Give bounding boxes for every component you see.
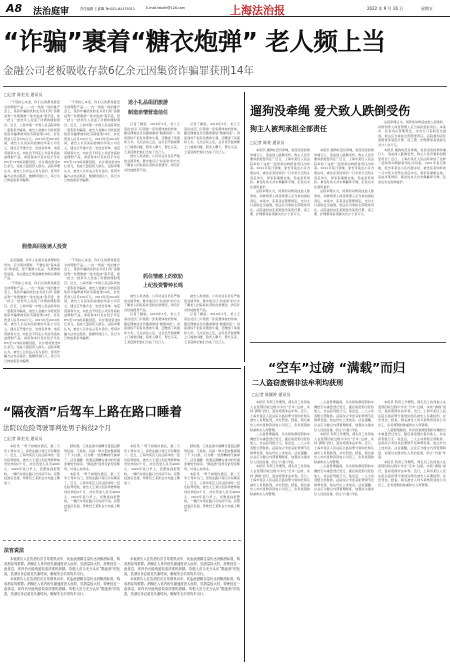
lead-body-text-col2: “不用担心本金，你们买的都是最安全的理财产品……”在一场接一场的推介会上，集资诈骗团伙的业务员们用“高额返利”“免费旅游”“送米送油”等手段，把一批又一批老年人拉进了所谓的理财项目。近日，上海市第一中级人民法院审结一起集资诈骗案，被告人金融公司老板因集资诈骗罪被判处有期徒刑14年，并处罚金人民币100万元。2015年至2019年间，被告人以其实际控制的多家公司名义，通过召开推介会、发放宣传单、电话营销等方式，向社会不特定公众宣传高收益理财产品，承诺保本付息并给予年化8%至12%的高额回报，共计吸收资金6亿余元，造成大量投资人损失。法院审理认为，被告人以非法占有为目的，使用诈骗方法非法集资，数额特别巨大，其行为已构成集资诈骗罪。: [64, 100, 120, 183]
dog-body-text-b: 本报讯 遛狗时没有牵绳，致使受惊的狗冲撞行人，造成他人跌倒受伤，狗主人是否要承担赔偿责任？近日，上海市某区人民法院审结了这样一起饲养动物损害责任纠纷案。2021年某日傍晚，原告李某在小区内散步时，被告张某饲养的一只中型犬突然从身后冲出，将李某撞倒在地，造成李某骨折。事发时该犬并未佩戴牵引绳，张某也未在现场看护。: [314, 148, 374, 189]
mid-body-text-b: 记者了解到，2018年3月，老人王某在社区门口领到一张免费体检的传单，随后便被业务员邀请参加“健康讲座”。讲座现场不但有免费的午餐，还赠送了鸡蛋和大米。几次活动之后，业务员开始频繁上门嘘寒问暖，陪老人聊天、帮忙买菜，王某逐渐把他们当成了自己人。: [184, 122, 240, 154]
dog-body-text: 本报讯 遛狗时没有牵绳，致使受惊的狗冲撞行人，造成他人跌倒受伤，狗主人是否要承担赔偿责任？近日，上海市某区人民法院审结了这样一起饲养动物损害责任纠纷案。2021年某日傍晚，原告李某在小区内散步时，被告张某饲养的一只中型犬突然从身后冲出，将李某撞倒在地，造成李某骨折。事发时该犬并未佩戴牵引绳，张某也未在现场看护。: [250, 148, 310, 189]
mid-body2-text-b: 被告人供述称，公司对业务员有严格的业绩考核，要求他们以“拉家常”的方式了解老人的家庭状况和存款情况，再有针对性地推荐产品。: [124, 294, 180, 312]
scale-body-col3: [378, 400, 446, 662]
mid-body: [124, 122, 180, 272]
drunk-body-col4: [184, 444, 240, 536]
judge-commentary-title: 法官说法: [4, 548, 25, 554]
mid-body-2: [124, 294, 180, 366]
scale-body2-text-b: 二人趁管理漏洞，多次将装满废钢的车辆按空车重量登记放行，随后将废钢出售给他人，非法获利数万元。案发后，二人主动退赔全部赃款。法院综合考虑其犯罪情节及悔罪表现，依法作出上述判决。法官提醒，企业应当健全内部管理制度，加强对关键岗位人员的监督，防止“内鬼”作案。: [314, 400, 374, 432]
scale-body-text-d: 本报讯 利用工作便利，两名员工伙同他人在废钢回收过程中多次“空车”过磅，实则“满载”而归，盗窃废钢非法牟利。近日，上海市某区人民法院以盗窃罪分别判处两名被告人有期徒刑，并处罚金。经查，两名被告人均为某物资回收公司员工，负责废钢的称重和出入库管理。: [378, 400, 446, 427]
judge-commentary-text: 本案被告人在饮酒后次日驾驶机动车，其血液酒精含量仍达到醉酒标准，构成危险驾驶罪。酒精在人体内的代谢速度因人而异，饮酒量较大时，即使经过一夜休息，体内仍可能残留较高浓度的酒精。驾驶人应当充分认识“隔夜酒”的危害，饮酒后务必留足代谢时间，确保安全后再驾车出行。: [4, 557, 120, 576]
dog-body2-text-c: 法院审理认为，饲养的动物造成他人损害的，动物饲养人或者管理人应当承担侵权责任。本案中，张某违反管理规定，未对犬只采取安全措施，依法应当承担全部赔偿责任。法院遂判决张某赔偿李某医疗费、误工费、护理费等各项损失共计十余万元。: [378, 120, 446, 147]
mid-body2-text: 被告人供述称，公司对业务员有严格的业绩考核，要求他们以“拉家常”的方式了解老人的家庭状况和存款情况，再有针对性地推荐产品。: [124, 154, 180, 172]
scale-body: [250, 400, 310, 662]
scale-body2-text-c: 二人趁管理漏洞，多次将装满废钢的车辆按空车重量登记放行，随后将废钢出售给他人，非法获利数万元。案发后，二人主动退赔全部赃款。法院综合考虑其犯罪情节及悔罪表现，依法作出上述判决。法官提醒，企业应当健全内部管理制度，加强对关键岗位人员的监督，防止“内鬼”作案。: [314, 464, 374, 496]
editor-email: E-mail:fzbzhf@126.com: [146, 6, 186, 10]
dog-body-col3: [378, 120, 446, 336]
lead-body: [4, 100, 60, 250]
lead-body-col2: [64, 100, 120, 250]
dog-body2-text: 法院审理认为，饲养的动物造成他人损害的，动物饲养人或者管理人应当承担侵权责任。本案中，张某违反管理规定，未对犬只采取安全措施，依法应当承担全部赔偿责任。法院遂判决张某赔偿李某医疗费、误工费、护理费等各项损失共计十余万元。: [250, 189, 310, 217]
judge-commentary-text-c: 本案被告人在饮酒后次日驾驶机动车，其血液酒精含量仍达到醉酒标准，构成危险驾驶罪。酒精在人体内的代谢速度因人而异，饮酒量较大时，即使经过一夜休息，体内仍可能残留较高浓度的酒精。驾驶人应当充分认识“隔夜酒”的危害，饮酒后务必留足代谢时间，确保安全后再驾车出行。: [124, 557, 240, 576]
mid-body-text-c: 记者了解到，2018年3月，老人王某在社区门口领到一张免费体检的传单，随后便被业务员邀请参加“健康讲座”。讲座现场不但有免费的午餐，还赠送了鸡蛋和大米。几次活动之后，业务员开始频繁上门嘘寒问暖，陪老人聊天、帮忙买菜，王某逐渐把他们当成了自己人。: [124, 312, 180, 344]
scale-body-text: 本报讯 利用工作便利，两名员工伙同他人在废钢回收过程中多次“空车”过磅，实则“满载”而归，盗窃废钢非法牟利。近日，上海市某区人民法院以盗窃罪分别判处两名被告人有期徒刑，并处罚金。经查，两名被告人均为某物资回收公司员工，负责废钢的称重和出入库管理。: [250, 400, 310, 432]
page-number: A8: [6, 2, 23, 15]
drunk-body-text-c: 本报讯 一男子前晚饮酒后，第二天早上驾车出门，竟然在路口等红灯时睡着了。近日，上海市某区人民法院审结一起危险驾驶案，被告人王某以危险驾驶罪被判处拘役2个月，并处罚金人民币4000元。2022年某日早上，民警接到报警称，一辆汽车停在路口长时间不动。民警赶到后发现，驾驶员王某趴在方向盘上睡着了。: [124, 444, 180, 485]
dog-body2-text-b: 法院审理认为，饲养的动物造成他人损害的，动物饲养人或者管理人应当承担侵权责任。本案中，张某违反管理规定，未对犬只采取安全措施，依法应当承担全部赔偿责任。法院遂判决张某赔偿李某医疗费、误工费、护理费等各项损失共计十余万元。: [314, 189, 374, 217]
drunk-body2-text: 经检测，王某血液中酒精含量超过醉驾标准。王某称，其前一晚与朋友聚餐喝了不少白酒，以为睡一觉酒精就代谢掉了。法官提醒：饮酒后酒精在体内的代谢需要较长时间，“隔夜酒”同样可能导致醉驾，切莫心存侥幸。: [64, 444, 120, 471]
scale-body2-text-d: 二人趁管理漏洞，多次将装满废钢的车辆按空车重量登记放行，随后将废钢出售给他人，非法获利数万元。案发后，二人主动退赔全部赃款。法院综合考虑其犯罪情节及悔罪表现，依法作出上述判决。法官提醒，企业应当健全内部管理制度，加强对关键岗位人员的监督，防止“内鬼”作案。: [378, 427, 446, 460]
issue-weekday: 星期五: [421, 6, 433, 11]
scale-subheadline: 二人盗窃废钢非法牟利均获刑: [252, 379, 343, 387]
dog-subheadline: 狗主人被判承担全部责任: [250, 125, 327, 133]
judge-commentary-text-b: 本案被告人在饮酒后次日驾驶机动车，其血液酒精含量仍达到醉酒标准，构成危险驾驶罪。酒精在人体内的代谢速度因人而异，饮酒量较大时，即使经过一夜休息，体内仍可能残留较高浓度的酒精。驾驶人应当充分认识“隔夜酒”的危害，饮酒后务必留足代谢时间，确保安全后再驾车出行。: [4, 577, 120, 596]
mid-section-heading-2: 上纪投资警钟长鸣: [143, 283, 184, 289]
mid-heading-2: 制造亲情营造信任: [128, 110, 169, 116]
judge-commentary-body-col2: [124, 557, 240, 661]
mid-body2-text-c: 被告人供述称，公司对业务员有严格的业绩考核，要求他们以“拉家常”的方式了解老人的家庭状况和存款情况，再有针对性地推荐产品。: [184, 294, 240, 312]
mid-section-heading: 抓住情感上的软肋: [143, 274, 184, 280]
lead-body-text: “不用担心本金，你们买的都是最安全的理财产品……”在一场接一场的推介会上，集资诈骗团伙的业务员们用“高额返利”“免费旅游”“送米送油”等手段，把一批又一批老年人拉进了所谓的理财项目。近日，上海市第一中级人民法院审结一起集资诈骗案，被告人金融公司老板因集资诈骗罪被判处有期徒刑14年，并处罚金人民币100万元。2015年至2019年间，被告人以其实际控制的多家公司名义，通过召开推介会、发放宣传单、电话营销等方式，向社会不特定公众宣传高收益理财产品，承诺保本付息并给予年化8%至12%的高额回报，共计吸收资金6亿余元，造成大量投资人损失。法院审理认为，被告人以非法占有为目的，使用诈骗方法非法集资，数额特别巨大，其行为已构成集资诈骗罪。: [4, 100, 60, 183]
dog-byline: □记者 陈豪 通讯员: [250, 140, 285, 145]
drunk-body: [4, 444, 60, 536]
drunk-byline: □记者 陈宏光 通讯员: [4, 436, 43, 441]
section-name: 法治庭审: [33, 7, 70, 17]
drunk-body-col3: [124, 444, 180, 536]
scale-headline: “空车”过磅 “满载”而归: [268, 360, 406, 375]
drunk-body-text-d: 本报讯 一男子前晚饮酒后，第二天早上驾车出门，竟然在路口等红灯时睡着了。近日，上海市某区人民法院审结一起危险驾驶案，被告人王某以危险驾驶罪被判处拘役2个月，并处罚金人民币4000元。2022年某日早上，民警接到报警称，一辆汽车停在路口长时间不动。民警赶到后发现，驾驶员王某趴在方向盘上睡着了。: [184, 471, 240, 513]
mid-body-text: 记者了解到，2018年3月，老人王某在社区门口领到一张免费体检的传单，随后便被业务员邀请参加“健康讲座”。讲座现场不但有免费的午餐，还赠送了鸡蛋和大米。几次活动之后，业务员开始频繁上门嘘寒问暖，陪老人聊天、帮忙买菜，王某逐渐把他们当成了自己人。: [124, 122, 180, 154]
masthead: [0, 0, 450, 17]
lead-byline: □记者 陈宏光 通讯员: [4, 92, 43, 97]
lead-body-text-b: “不用担心本金，你们买的都是最安全的理财产品……”在一场接一场的推介会上，集资诈骗团伙的业务员们用“高额返利”“免费旅游”“送米送油”等手段，把一批又一批老年人拉进了所谓的理财项目。近日，上海市第一中级人民法院审结一起集资诈骗案，被告人金融公司老板因集资诈骗罪被判处有期徒刑14年，并处罚金人民币100万元。2015年至2019年间，被告人以其实际控制的多家公司名义，通过召开推介会、发放宣传单、电话营销等方式，向社会不特定公众宣传高收益理财产品，承诺保本付息并给予年化8%至12%的高额回报，共计吸收资金6亿余元，造成大量投资人损失。法院审理认为，被告人以非法占有为目的，使用诈骗方法非法集资，数额特别巨大，其行为已构成集资诈骗罪。: [4, 280, 60, 364]
lead-headline: “诈骗”裹着“糖衣炮弹” 老人频上当: [3, 27, 386, 56]
dog-body-text-c: 本报讯 遛狗时没有牵绳，致使受惊的狗冲撞行人，造成他人跌倒受伤，狗主人是否要承担赔偿责任？近日，上海市某区人民法院审结了这样一起饲养动物损害责任纠纷案。2021年某日傍晚，原告李某在小区内散步时，被告张某饲养的一只中型犬突然从身后冲出，将李某撞倒在地，造成李某骨折。事发时该犬并未佩戴牵引绳，张某也未在现场看护。: [378, 147, 446, 184]
lead-section-heading: 假借高回报诱人投资: [22, 244, 68, 250]
mid-heading: 送小礼品组团旅游: [128, 100, 169, 106]
judge-commentary-box: [3, 540, 241, 662]
mid-body-2-col2: [184, 294, 240, 366]
lead-body2-text: 法官提醒，老年人在面对各类理财宣传时，应当保持理性，不要轻信“保本高息”的承诺，更不要被小礼品、免费旅游所迷惑，务必通过正规金融机构购买理财产品。: [4, 258, 60, 281]
lead-subheadline: 金融公司老板吸收存款6亿余元因集资诈骗罪获刑14年: [3, 65, 255, 77]
dog-body: [250, 148, 310, 336]
lead-body-2: [4, 258, 60, 366]
lead-body-2-col2: [64, 258, 120, 366]
drunk-body-col2: [64, 444, 120, 536]
drunk-headline: “隔夜酒”后驾车上路在路口睡着: [3, 404, 182, 419]
dog-body-col2: [314, 148, 374, 336]
scale-body-text-b: 本报讯 利用工作便利，两名员工伙同他人在废钢回收过程中多次“空车”过磅，实则“满载”而归，盗窃废钢非法牟利。近日，上海市某区人民法院以盗窃罪分别判处两名被告人有期徒刑，并处罚金。经查，两名被告人均为某物资回收公司员工，负责废钢的称重和出入库管理。: [250, 464, 310, 496]
drunk-body2-text-b: 经检测，王某血液中酒精含量超过醉驾标准。王某称，其前一晚与朋友聚餐喝了不少白酒，以为睡一觉酒精就代谢掉了。法官提醒：饮酒后酒精在体内的代谢需要较长时间，“隔夜酒”同样可能导致醉驾，切莫心存侥幸。: [184, 444, 240, 471]
judge-commentary-text-d: 本案被告人在饮酒后次日驾驶机动车，其血液酒精含量仍达到醉酒标准，构成危险驾驶罪。酒精在人体内的代谢速度因人而异，饮酒量较大时，即使经过一夜休息，体内仍可能残留较高浓度的酒精。驾驶人应当充分认识“隔夜酒”的危害，饮酒后务必留足代谢时间，确保安全后再驾车出行。: [124, 577, 240, 596]
lead-body-text-c: “不用担心本金，你们买的都是最安全的理财产品……”在一场接一场的推介会上，集资诈骗团伙的业务员们用“高额返利”“免费旅游”“送米送油”等手段，把一批又一批老年人拉进了所谓的理财项目。近日，上海市第一中级人民法院审结一起集资诈骗案，被告人金融公司老板因集资诈骗罪被判处有期徒刑14年，并处罚金人民币100万元。2015年至2019年间，被告人以其实际控制的多家公司名义，通过召开推介会、发放宣传单、电话营销等方式，向社会不特定公众宣传高收益理财产品，承诺保本付息并给予年化8%至12%的高额回报，共计吸收资金6亿余元，造成大量投资人损失。法院审理认为，被告人以非法占有为目的，使用诈骗方法非法集资，数额特别巨大，其行为已构成集资诈骗罪。: [64, 258, 120, 341]
judge-commentary-body: [4, 557, 120, 661]
scale-body-text-c: 本报讯 利用工作便利，两名员工伙同他人在废钢回收过程中多次“空车”过磅，实则“满载”而归，盗窃废钢非法牟利。近日，上海市某区人民法院以盗窃罪分别判处两名被告人有期徒刑，并处罚金。经查，两名被告人均为某物资回收公司员工，负责废钢的称重和出入库管理。: [314, 432, 374, 464]
drunk-body-text-b: 本报讯 一男子前晚饮酒后，第二天早上驾车出门，竟然在路口等红灯时睡着了。近日，上海市某区人民法院审结一起危险驾驶案，被告人王某以危险驾驶罪被判处拘役2个月，并处罚金人民币4000元。2022年某日早上，民警接到报警称，一辆汽车停在路口长时间不动。民警赶到后发现，驾驶员王某趴在方向盘上睡着了。: [64, 471, 120, 513]
drunk-body-text: 本报讯 一男子前晚饮酒后，第二天早上驾车出门，竟然在路口等红灯时睡着了。近日，上海市某区人民法院审结一起危险驾驶案，被告人王某以危险驾驶罪被判处拘役2个月，并处罚金人民币4000元。2022年某日早上，民警接到报警称，一辆汽车停在路口长时间不动。民警赶到后发现，驾驶员王某趴在方向盘上睡着了。: [4, 444, 60, 485]
mid-body-text-d: 记者了解到，2018年3月，老人王某在社区门口领到一张免费体检的传单，随后便被业务员邀请参加“健康讲座”。讲座现场不但有免费的午餐，还赠送了鸡蛋和大米。几次活动之后，业务员开始频繁上门嘘寒问暖，陪老人聊天、帮忙买菜，王某逐渐把他们当成了自己人。: [184, 312, 240, 344]
dog-headline: 遛狗没牵绳 爱犬致人跌倒受伤: [250, 104, 411, 118]
mid-body-col2: [184, 122, 240, 272]
issue-date: 2022 年 9 月 16 日: [367, 6, 404, 11]
drunk-subheadline: 法院以危险驾驶罪判处男子拘役2个月: [3, 424, 112, 432]
scale-body-col2: [314, 400, 374, 662]
scale-body-text-e: 本报讯 利用工作便利，两名员工伙同他人在废钢回收过程中多次“空车”过磅，实则“满载”而归，盗窃废钢非法牟利。近日，上海市某区人民法院以盗窃罪分别判处两名被告人有期徒刑，并处罚金。经查，两名被告人均为某物资回收公司员工，负责废钢的称重和出入库管理。: [378, 459, 446, 487]
newspaper-logo: 上海法治报: [230, 4, 285, 17]
editor-info: 责任编辑 王睿卿 Tel:021-64179311: [80, 7, 135, 11]
scale-body2-text: 二人趁管理漏洞，多次将装满废钢的车辆按空车重量登记放行，随后将废钢出售给他人，非法获利数万元。案发后，二人主动退赔全部赃款。法院综合考虑其犯罪情节及悔罪表现，依法作出上述判决。法官提醒，企业应当健全内部管理制度，加强对关键岗位人员的监督，防止“内鬼”作案。: [250, 432, 310, 464]
scale-byline: □记者 陈颖婷 通讯员: [252, 392, 291, 397]
